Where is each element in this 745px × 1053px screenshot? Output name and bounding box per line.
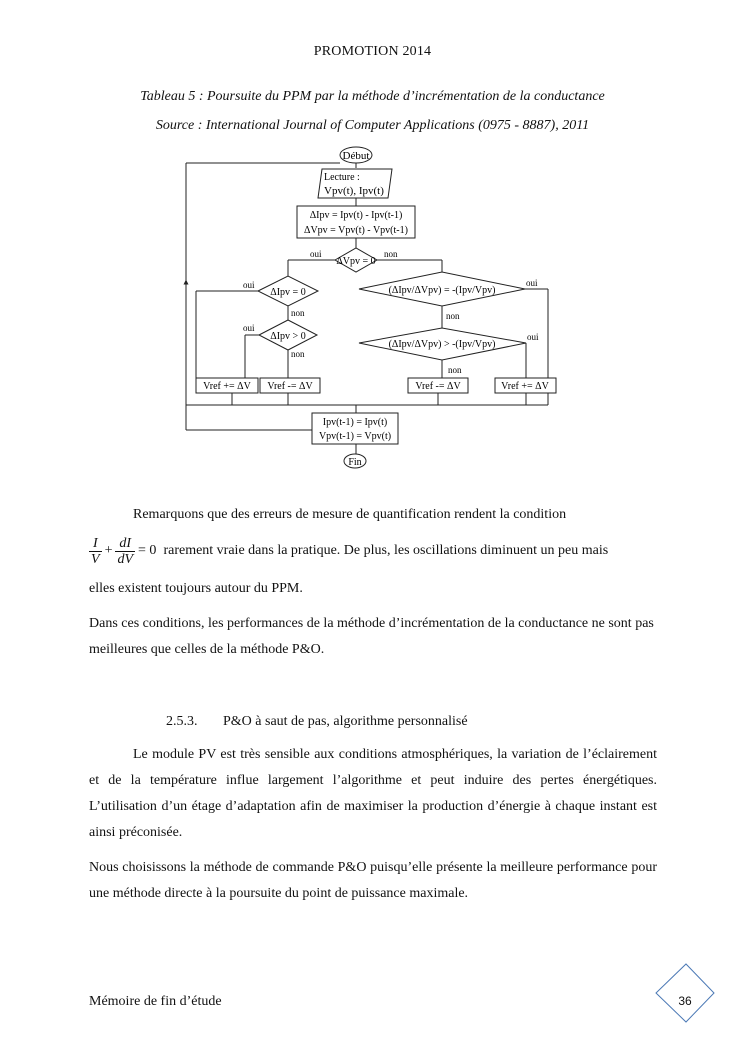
paragraph-3: Le module PV est très sensible aux conditions atmosphériques, la variation de l’éclairement et de la température influe largement l’algorithme et peut induire des pertes énergétiques. L’utilisation d’un étage d’adaptation afin de maximiser la production d’énergie à chaque instant est ainsi préconisée.: [89, 747, 657, 840]
fraction-i-v: [89, 536, 102, 567]
page-number-badge: [652, 962, 718, 1024]
page-number: 36: [678, 994, 692, 1008]
label-oui-3: oui: [243, 323, 255, 333]
paragraph-end: elles existent toujours autour du PPM.: [89, 581, 303, 596]
label-oui-4: oui: [526, 278, 538, 288]
label-oui-2: oui: [243, 280, 255, 290]
frac-num-i: I: [89, 536, 102, 552]
label-oui-1: oui: [310, 249, 322, 259]
delta-i-text: ΔIpv = Ipv(t) - Ipv(t-1): [309, 210, 403, 221]
decision-di-pos-label: ΔIpv > 0: [270, 331, 306, 342]
update-i-text: Ipv(t-1) = Ipv(t): [322, 417, 388, 428]
delta-v-text: ΔVpv = Vpv(t) - Vpv(t-1): [304, 225, 408, 236]
vref-increase-label-1: Vref += ΔV: [203, 381, 251, 392]
label-oui-5: oui: [527, 332, 539, 342]
formula-line: [89, 534, 689, 568]
vref-increase-label-2: Vref += ΔV: [501, 381, 549, 392]
paragraph-cont: rarement vraie dans la pratique. De plus, les oscillations diminuent un peu mais: [163, 543, 609, 558]
frac-den-dv: dV: [117, 551, 134, 567]
paragraph-4: Nous choisissons la méthode de commande P&O puisqu’elle présente la meilleure performance pour une méthode directe à la poursuite du point de puissance maximale.: [89, 860, 657, 901]
footer-text: Mémoire de fin d’étude: [89, 994, 222, 1009]
formula-plus: +: [104, 543, 113, 558]
read-vars: Vpv(t), Ipv(t): [324, 185, 384, 197]
label-non-1: non: [384, 249, 398, 259]
start-label: Début: [342, 150, 370, 162]
figure-caption: Tableau 5 : Poursuite du PPM par la méthode d’incrémentation de la conductance: [140, 89, 605, 104]
frac-num-di: dI: [115, 536, 135, 552]
section-title: P&O à saut de pas, algorithme personnalisé: [223, 714, 468, 729]
figure-source: Source : International Journal of Computer Applications (0975 - 8887), 2011: [155, 118, 590, 133]
page-header: PROMOTION 2014: [313, 44, 432, 59]
fraction-di-dv: [115, 536, 135, 567]
flowchart: [0, 0, 745, 480]
label-non-2: non: [291, 308, 305, 318]
decision-cond-gt-label: (ΔIpv/ΔVpv) > -(Ipv/Vpv): [388, 339, 496, 350]
decision-cond-eq-label: (ΔIpv/ΔVpv) = -(Ipv/Vpv): [388, 285, 496, 296]
vref-decrease-label-1: Vref -= ΔV: [267, 381, 313, 392]
vref-decrease-label-2: Vref -= ΔV: [415, 381, 461, 392]
label-non-3: non: [291, 349, 305, 359]
formula-equals: = 0: [138, 543, 157, 558]
section-number: 2.5.3.: [166, 714, 198, 729]
update-v-text: Vpv(t-1) = Vpv(t): [318, 431, 392, 442]
label-non-5: non: [448, 365, 462, 375]
paragraph-intro: Remarquons que des erreurs de mesure de quantification rendent la condition: [133, 507, 567, 522]
label-non-4: non: [446, 311, 460, 321]
decision-dv-label: ΔVpv = 0: [336, 256, 376, 267]
decision-di-label: ΔIpv = 0: [270, 287, 306, 298]
frac-den-v: V: [91, 551, 100, 567]
read-title: Lecture :: [324, 172, 360, 183]
end-label: Fin: [348, 457, 362, 468]
paragraph-2: Dans ces conditions, les performances de la méthode d’incrémentation de la conductance ne sont pas meilleures que celles de la méthode P&O.: [89, 616, 654, 657]
